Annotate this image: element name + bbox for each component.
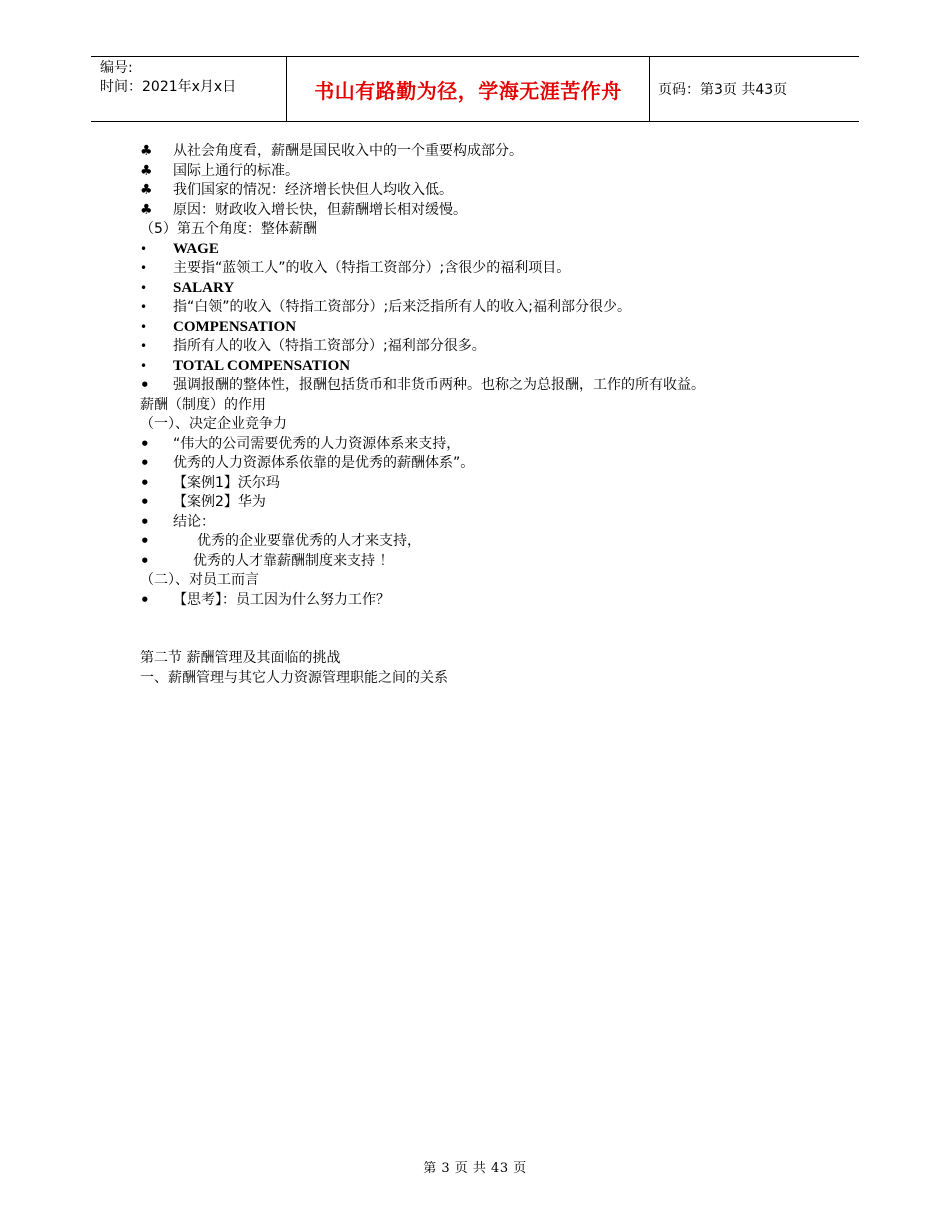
list-item [140, 318, 840, 338]
bullet-icon: • [140, 551, 150, 570]
list-item [140, 259, 840, 279]
bullet-icon: • [140, 358, 148, 373]
list-item [140, 435, 840, 455]
bullet-icon: • [140, 454, 150, 472]
subsection-title [140, 669, 840, 689]
heading-text: （一）、决定企业竞争力 [140, 416, 287, 432]
bullet-icon: • [140, 590, 150, 609]
header-page-info: 页码：第3页 共43页 [658, 82, 788, 98]
list-item [140, 376, 840, 396]
bullet-icon: • [140, 339, 148, 353]
bullet-icon: • [140, 512, 150, 531]
list-item [140, 201, 840, 221]
list-item [140, 493, 840, 513]
bullet-icon: • [140, 241, 148, 256]
list-item-text: COMPENSATION [173, 318, 297, 335]
list-item [140, 552, 840, 572]
bullet-icon: • [140, 532, 150, 550]
list-item [140, 357, 840, 377]
club-bullet-icon: ♣ [140, 162, 153, 179]
header-motto: 书山有路勤为径，学海无涯苦作舟 [286, 57, 650, 121]
document-time-label: 时间：2021年x月x日 [100, 79, 237, 95]
heading-text: 一、薪酬管理与其它人力资源管理职能之间的关系 [140, 669, 448, 686]
list-item-text: “伟大的公司需要优秀的人力资源体系来支持， [173, 435, 461, 452]
list-item-text: 指所有人的收入（特指工资部分）;福利部分很多。 [173, 338, 486, 354]
bullet-icon: • [140, 280, 148, 295]
list-item [140, 337, 840, 357]
list-item [140, 474, 840, 494]
bullet-icon: • [140, 261, 148, 275]
section-heading [140, 220, 840, 240]
bullet-icon: • [140, 300, 148, 314]
list-item-text: 优秀的人力资源体系依靠的是优秀的薪酬体系”。 [173, 455, 475, 471]
section-heading [140, 571, 840, 591]
list-item-text: 【案例1】沃尔玛 [173, 474, 280, 491]
list-item-text: 指“白领”的收入（特指工资部分）;后来泛指所有人的收入;福利部分很少。 [173, 299, 631, 315]
list-item-text: 从社会角度看，薪酬是国民收入中的一个重要构成部分。 [173, 143, 523, 159]
document-body [140, 142, 840, 688]
bullet-icon: • [140, 493, 150, 511]
list-item [140, 279, 840, 299]
list-item [140, 591, 840, 611]
list-item-text: WAGE [173, 240, 219, 257]
list-item [140, 513, 840, 533]
page-footer: 第 3 页 共 43 页 [423, 1161, 527, 1176]
list-item-text: 国际上通行的标准。 [173, 162, 299, 179]
list-item-text: 我们国家的情况：经济增长快但人均收入低。 [173, 182, 453, 198]
list-item [140, 298, 840, 318]
list-item [140, 142, 840, 162]
section-heading [140, 396, 840, 416]
list-item-text: 优秀的企业要靠优秀的人才来支持， [197, 533, 421, 549]
list-item-text: 优秀的人才靠薪酬制度来支持 ！ [193, 552, 394, 569]
club-bullet-icon: ♣ [140, 143, 153, 159]
club-bullet-icon: ♣ [140, 182, 153, 198]
heading-text: 第二节 薪酬管理及其面临的挑战 [140, 650, 341, 666]
bullet-icon: • [140, 376, 150, 394]
heading-text: （二）、对员工而言 [140, 572, 259, 588]
bullet-icon: • [140, 473, 150, 492]
list-item-text: TOTAL COMPENSATION [173, 357, 351, 374]
heading-text: （5）第五个角度：整体薪酬 [140, 221, 317, 237]
list-item [140, 162, 840, 182]
header-meta [91, 57, 286, 121]
list-item-text: 【思考】：员工因为什么努力工作？ [173, 591, 390, 608]
list-item [140, 181, 840, 201]
spacer [140, 610, 840, 649]
list-item-text: 结论： [173, 513, 215, 530]
list-item-text: 【案例2】华为 [173, 494, 266, 510]
list-item [140, 240, 840, 260]
bullet-icon: • [140, 434, 150, 453]
list-item [140, 454, 840, 474]
list-item-text: SALARY [173, 279, 235, 296]
list-item-text: 主要指“蓝领工人”的收入（特指工资部分）;含很少的福利项目。 [173, 260, 571, 276]
bullet-icon: • [140, 319, 148, 334]
club-bullet-icon: ♣ [140, 201, 153, 218]
section-title [140, 649, 840, 669]
document-number-label: 编号: [100, 60, 133, 76]
page-header [91, 56, 859, 122]
list-item [140, 532, 840, 552]
list-item-text: 强调报酬的整体性，报酬包括货币和非货币两种。也称之为总报酬，工作的所有收益。 [173, 377, 705, 393]
section-heading [140, 415, 840, 435]
list-item-text: 原因：财政收入增长快，但薪酬增长相对缓慢。 [173, 201, 467, 218]
heading-text: 薪酬（制度）的作用 [140, 396, 266, 413]
